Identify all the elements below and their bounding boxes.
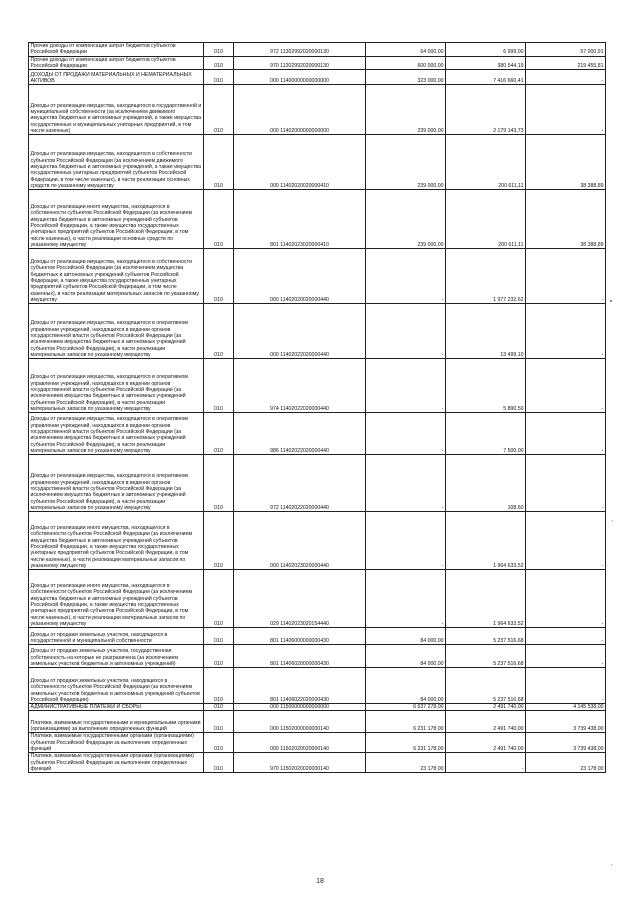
row-code-cell: 010 [204,56,234,70]
table-row [29,753,606,773]
table-body [29,43,606,773]
row-kbk-cell: 970 11502020020000140 [234,753,366,773]
table-row [29,190,606,249]
table-row [29,70,606,85]
row-code-cell: 010 [204,70,234,85]
row-executed-cell: 5 237 516,68 [446,645,526,668]
row-code-cell: 010 [204,249,234,304]
table-row [29,249,606,304]
row-approved-cell: - [366,249,446,304]
row-approved-cell: 23 178,00 [366,753,446,773]
row-code-cell: 010 [204,43,234,57]
row-executed-cell: 200 611,11 [446,135,526,190]
row-executed-cell: 6 999,00 [446,43,526,57]
row-approved-cell: 6 231 178,00 [366,733,446,753]
table-row [29,704,606,711]
row-approved-cell: 84 000,00 [366,668,446,704]
row-name-cell: ДОХОДЫ ОТ ПРОДАЖИ МАТЕРИАЛЬНЫХ И НЕМАТЕРИАЛЬНЫХ АКТИВОВ [29,70,204,85]
row-kbk-cell: 801 11402023020000410 [234,190,366,249]
row-executed-cell: 2 491 740,00 [446,733,526,753]
row-code-cell: 010 [204,85,234,135]
row-name-cell: Доходы от реализации имущества, находящегося в оперативном управлении учреждений, находящихся в ведении органов государственной власти субъектов Российской Федерации (за исключением имущества бюджетных и автономных учреждений субъектов Российской Федерации), в части реализации материальных запасов по указанному имуществу [29,455,204,512]
row-name-cell: Доходы от реализации имущества, находящегося в собственности субъектов Российской Федерации (за исключением движимого имущества бюджетных и автономных учреждений, а также имущества государственных унитарных предприятий субъектов Российской Федерации, в том числе казенных), в части реализации основных средств по указанному имуществу [29,135,204,190]
row-kbk-cell: 000 11402023020000440 [234,512,366,570]
row-executed-cell: 5 237 516,68 [446,628,526,645]
row-unexecuted-cell: 219 455,81 [526,56,606,70]
row-name-cell: Прочие доходы от компенсации затрат бюджетов субъектов Российской Федерации [29,43,204,57]
row-unexecuted-cell: 38 388,89 [526,135,606,190]
row-name-cell: Платежи, взимаемые государственными органами (организациями) субъектов Российской Федерации за выполнение определенных функций [29,733,204,753]
report-sheet [28,42,640,773]
row-unexecuted-cell: - [526,455,606,512]
row-code-cell: 010 [204,135,234,190]
row-kbk-cell: 000 11502000000000140 [234,711,366,733]
table-row [29,413,606,455]
row-approved-cell: - [366,413,446,455]
row-executed-cell: - [446,753,526,773]
page-number: 18 [316,878,324,885]
table-row [29,135,606,190]
row-approved-cell: 323 000,00 [366,70,446,85]
row-kbk-cell: 000 11402020020000410 [234,135,366,190]
row-executed-cell: 108,60 [446,455,526,512]
row-executed-cell: 1 964 633,52 [446,570,526,628]
row-code-cell: 010 [204,304,234,359]
table-row [29,570,606,628]
row-kbk-cell: 000 11402020020000440 [234,249,366,304]
row-approved-cell: - [366,455,446,512]
row-executed-cell: 5 237 516,68 [446,668,526,704]
table-row [29,645,606,668]
table-row [29,359,606,413]
row-unexecuted-cell: - [526,304,606,359]
row-name-cell: Доходы от реализации имущества, находящегося в оперативном управлении учреждений, находящихся в ведении органов государственной власти субъектов Российской Федерации (за исключением имущества бюджетных и автономных учреждений субъектов Российской Федерации), в части реализации материальных запасов по указанному имуществу [29,413,204,455]
row-name-cell: Доходы от реализации имущества, находящегося в собственности субъектов Российской Федерации (за исключением имущества бюджетных и автономных учреждений субъектов Российской Федерации, а также имущества государственных унитарных предприятий субъектов Российской Федерации, в том числе казенных), в части реализации материальных запасов по указанному имуществу [29,249,204,304]
row-name-cell: Доходы от продажи земельных участков, государственная собственность на которые не разграничена (за исключением земельных участков бюджетных и автономных учреждений) [29,645,204,668]
row-approved-cell: 64 000,00 [366,43,446,57]
row-kbk-cell: 972 11302992020000130 [234,43,366,57]
table-row [29,512,606,570]
row-executed-cell: 7 500,00 [446,413,526,455]
row-executed-cell: 380 544,19 [446,56,526,70]
row-unexecuted-cell: 3 739 438,00 [526,711,606,733]
row-name-cell: Прочие доходы от компенсации затрат бюджетов субъектов Российской Федерации [29,56,204,70]
row-code-cell: 010 [204,668,234,704]
row-executed-cell: 2 491 740,00 [446,711,526,733]
income-execution-table [28,42,606,773]
row-unexecuted-cell: - [526,85,606,135]
row-approved-cell: 84 000,00 [366,628,446,645]
row-code-cell: 010 [204,711,234,733]
row-name-cell: Доходы от реализации имущества, находящегося в оперативном управлении учреждений, находящихся в ведении органов государственной власти субъектов Российской Федерации (за исключением имущества бюджетных и автономных учреждений субъектов Российской Федерации), в части реализации материальных запасов по указанному имуществу [29,359,204,413]
row-approved-cell: - [366,359,446,413]
row-approved-cell: 239 000,00 [366,190,446,249]
row-unexecuted-cell: 4 145 538,00 [526,704,606,711]
row-approved-cell: 600 000,00 [366,56,446,70]
table-row [29,43,606,57]
row-approved-cell: 6 637 278,00 [366,704,446,711]
table-row [29,455,606,512]
row-kbk-cell: 972 11402022020000440 [234,455,366,512]
row-name-cell: Доходы от реализации имущества, находящегося в оперативном управлении учреждений, находящихся в ведении органов государственной власти субъектов Российской Федерации (за исключением имущества бюджетных и автономных учреждений субъектов Российской Федерации), в части реализации материальных запасов по указанному имуществу [29,304,204,359]
table-row [29,628,606,645]
row-kbk-cell: 970 11302992020000130 [234,56,366,70]
row-unexecuted-cell: - [526,668,606,704]
row-executed-cell: 200 611,11 [446,190,526,249]
row-code-cell: 010 [204,455,234,512]
row-kbk-cell: 801 11406000000000430 [234,628,366,645]
table-row [29,85,606,135]
row-executed-cell: 2 491 740,00 [446,704,526,711]
row-unexecuted-cell: 3 739 438,00 [526,733,606,753]
row-unexecuted-cell: - [526,413,606,455]
row-unexecuted-cell: 57 000,91 [526,43,606,57]
table-row [29,56,606,70]
row-unexecuted-cell: - [526,70,606,85]
row-name-cell: Доходы от реализации иного имущества, находящегося в собственности субъектов Российской Федерации (за исключением имущества бюджетных и автономных учреждений субъектов Российской Федерации, а также имущества государственных унитарных предприятий субъектов Российской Федерации, в том числе казенных), в части реализации материальных запасов по указанному имуществу [29,570,204,628]
row-unexecuted-cell: 38 388,89 [526,190,606,249]
table-row [29,304,606,359]
row-code-cell: 010 [204,753,234,773]
row-executed-cell: 7 416 660,41 [446,70,526,85]
row-code-cell: 010 [204,413,234,455]
row-kbk-cell: 000 11402022020000440 [234,304,366,359]
row-kbk-cell: 000 11500000000000000 [234,704,366,711]
row-approved-cell: 239 000,00 [366,85,446,135]
row-name-cell: Платежи, взимаемые государственными и муниципальными органами (организациями) за выполнение определенных функций [29,711,204,733]
row-approved-cell: - [366,570,446,628]
row-approved-cell: 84 000,00 [366,645,446,668]
row-name-cell: Доходы от продажи земельных участков, находящихся в собственности субъектов Российской Федерации (за исключением земельных участков бюджетных и автономных учреждений субъектов Российской Федерации) [29,668,204,704]
table-row [29,668,606,704]
row-unexecuted-cell: - [526,628,606,645]
row-approved-cell: - [366,512,446,570]
row-kbk-cell: 029 11402023020154440 [234,570,366,628]
row-executed-cell: 1 977 232,62 [446,249,526,304]
table-row [29,711,606,733]
row-unexecuted-cell: - [526,512,606,570]
row-kbk-cell: 000 11502020020000140 [234,733,366,753]
row-name-cell: Доходы от реализации иного имущества, находящегося в собственности субъектов Российской Федерации (за исключением имущества бюджетных и автономных учреждений субъектов Российской Федерации, а также имущества государственных унитарных предприятий субъектов Российской Федерации, в том числе казенных), в части реализации материальных запасов по указанному имуществу [29,512,204,570]
row-unexecuted-cell: 23 178,00 [526,753,606,773]
row-approved-cell: 6 231 178,00 [366,711,446,733]
row-code-cell: 010 [204,512,234,570]
row-unexecuted-cell: - [526,570,606,628]
row-unexecuted-cell: - [526,249,606,304]
row-name-cell: Доходы от продажи земельных участков, находящихся в государственной и муниципальной собственности [29,628,204,645]
row-code-cell: 010 [204,190,234,249]
row-kbk-cell: 000 11402000000000000 [234,85,366,135]
row-executed-cell: 13 499,10 [446,304,526,359]
row-name-cell: Доходы от реализации имущества, находящегося в государственной и муниципальной собственности (за исключением движимого имущества бюджетных и автономных учреждений, а также имущества государственных и муниципальных унитарных предприятий, в том числе казенных) [29,85,204,135]
table-row [29,733,606,753]
row-kbk-cell: 974 11402022020000440 [234,359,366,413]
scan-speck [611,864,612,865]
row-unexecuted-cell: - [526,359,606,413]
row-kbk-cell: 801 11406020000000430 [234,645,366,668]
row-code-cell: 010 [204,704,234,711]
row-kbk-cell: 000 11400000000000000 [234,70,366,85]
row-approved-cell: 239 000,00 [366,135,446,190]
row-code-cell: 010 [204,359,234,413]
row-executed-cell: 2 179 143,73 [446,85,526,135]
row-kbk-cell: 801 11406022020000430 [234,668,366,704]
row-name-cell: Доходы от реализации иного имущества, находящегося в собственности субъектов Российской Федерации (за исключением имущества бюджетных и автономных учреждений субъектов Российской Федерации, а также имущества государственных унитарных предприятий субъектов Российской Федерации, в том числе казенных), в части реализации основных средств по указанному имуществу [29,190,204,249]
row-kbk-cell: 986 11402022020000440 [234,413,366,455]
row-name-cell: АДМИНИСТРАТИВНЫЕ ПЛАТЕЖИ И СБОРЫ [29,704,204,711]
row-unexecuted-cell: - [526,645,606,668]
row-code-cell: 010 [204,628,234,645]
row-code-cell: 010 [204,645,234,668]
row-code-cell: 010 [204,733,234,753]
row-executed-cell: 5 890,50 [446,359,526,413]
scan-speck [610,300,612,302]
row-code-cell: 010 [204,570,234,628]
row-executed-cell: 1 964 633,52 [446,512,526,570]
row-approved-cell: - [366,304,446,359]
row-name-cell: Платежи, взимаемые государственными органами (организациями) субъектов Российской Федерации за выполнение определенных функций [29,753,204,773]
